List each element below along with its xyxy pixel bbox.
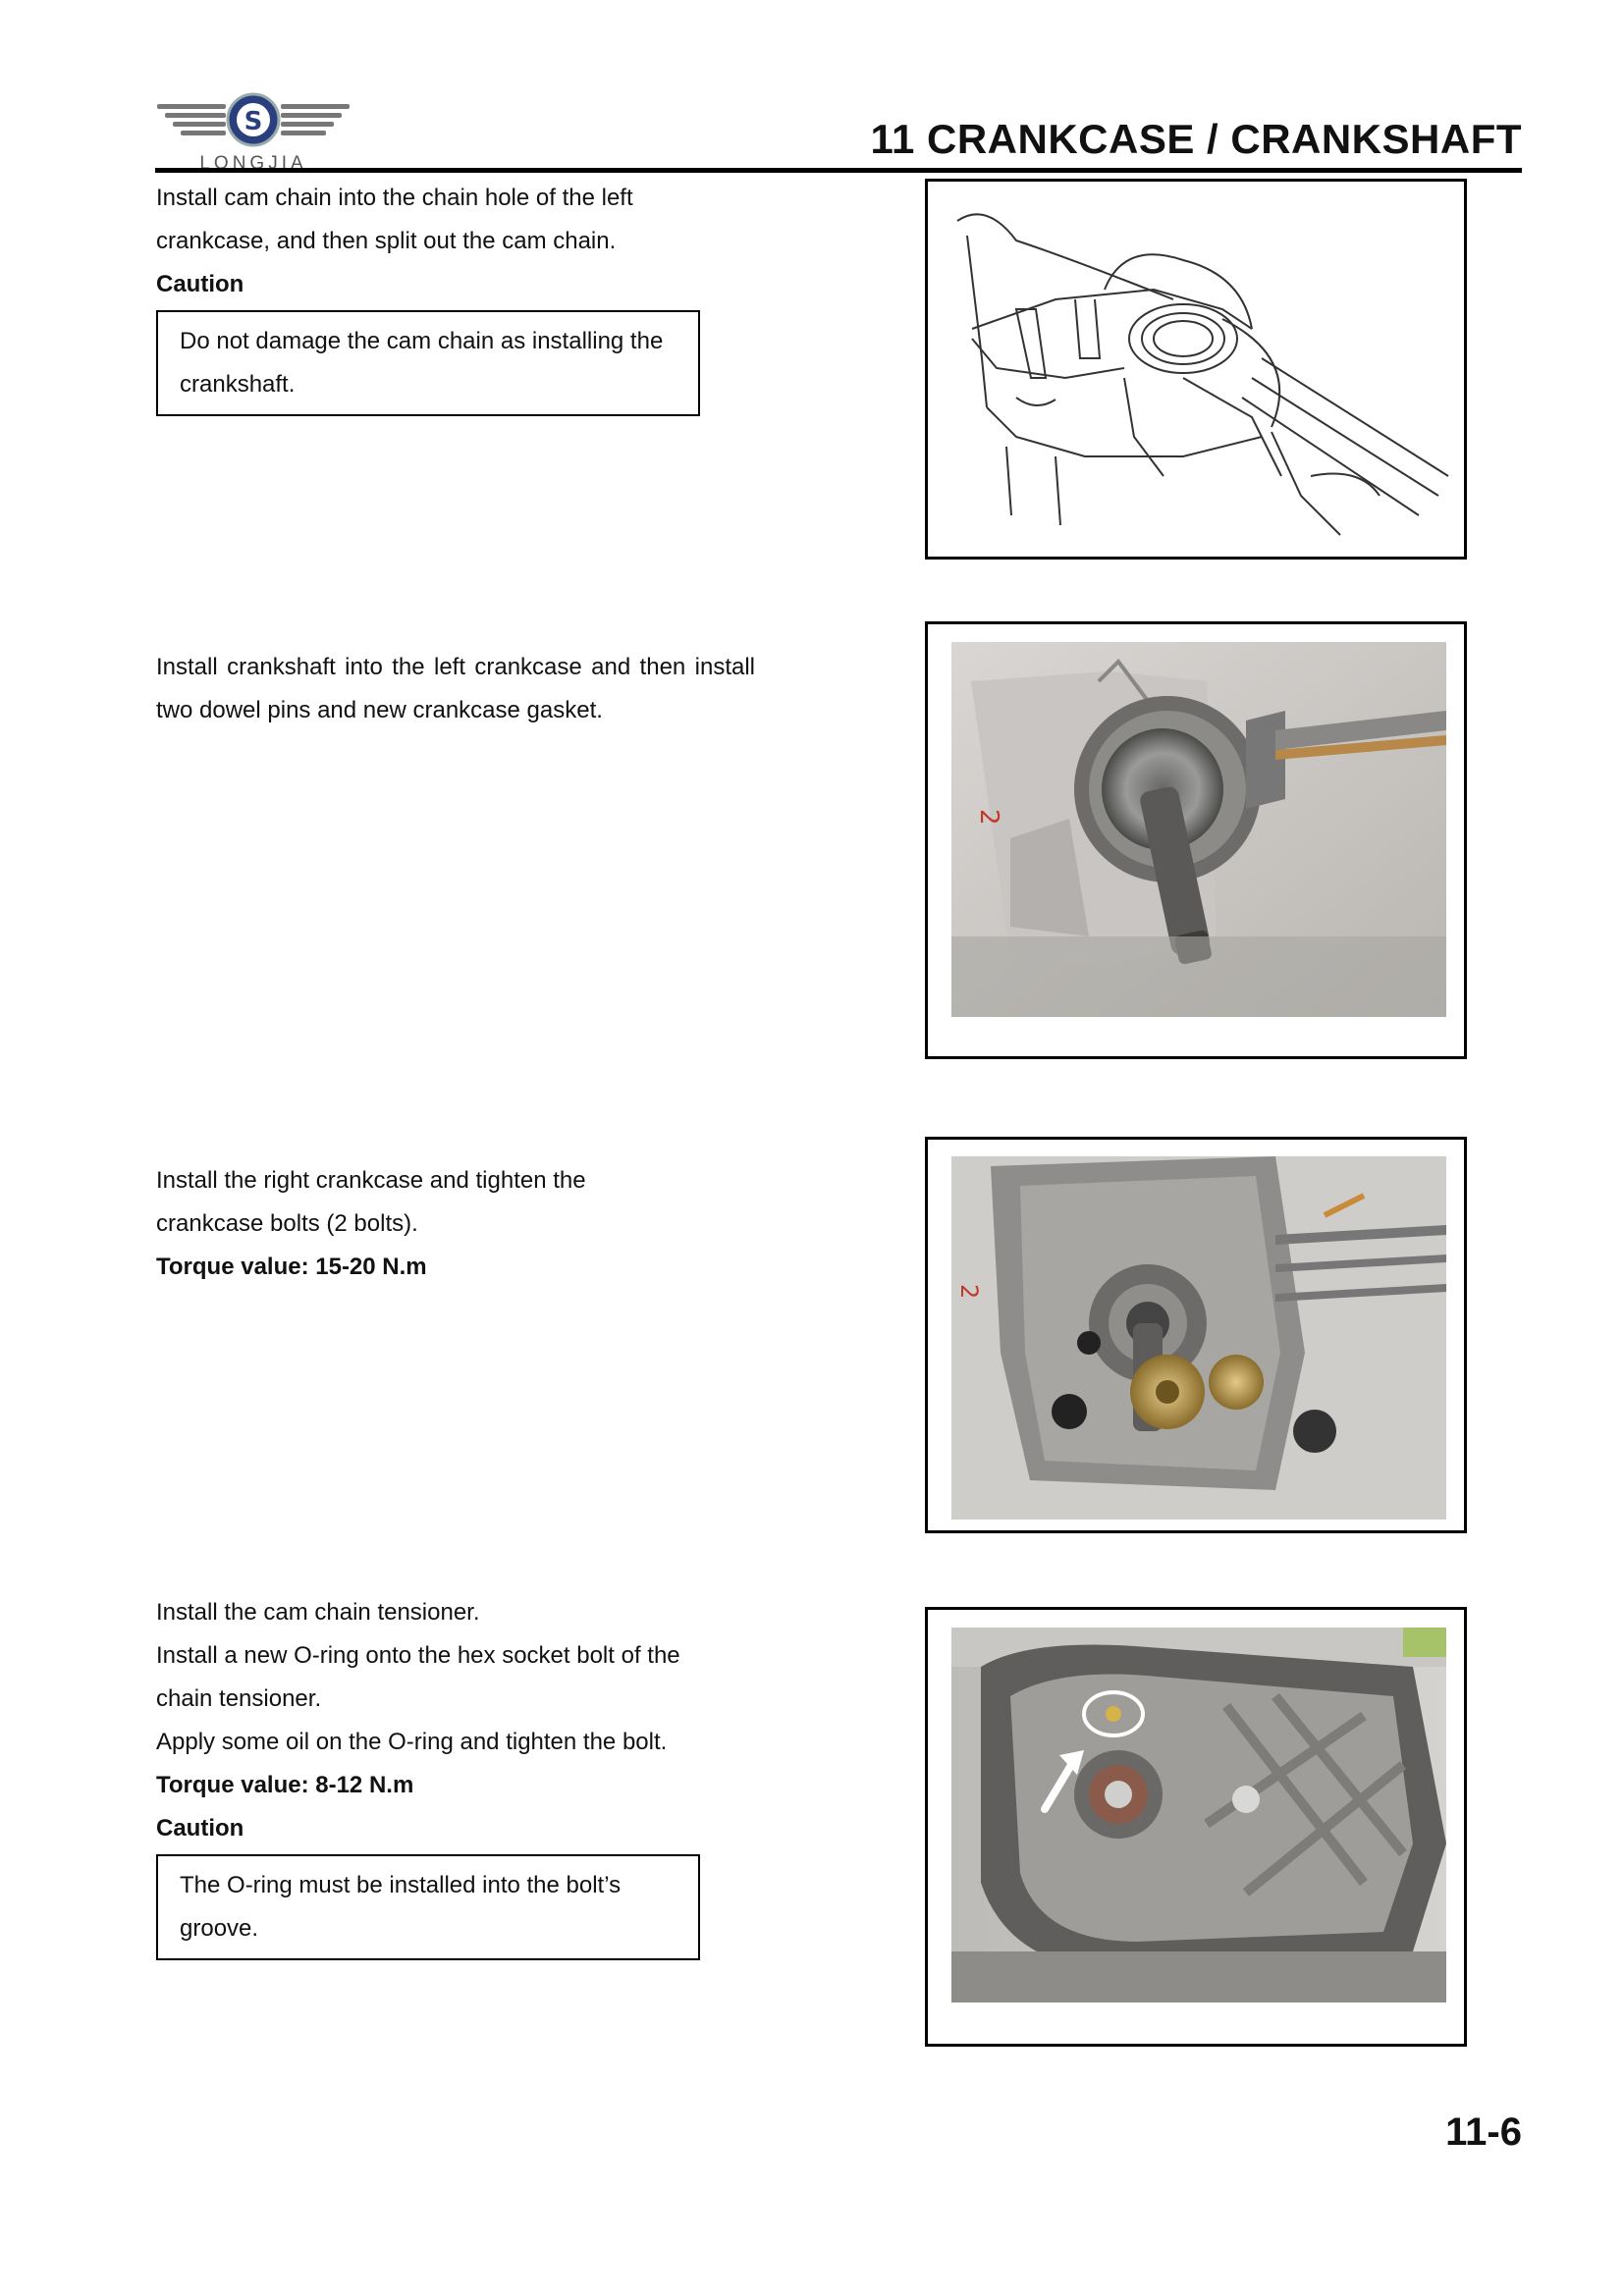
step-1-caution-label: Caution <box>156 271 244 297</box>
step-1-text <box>156 177 755 416</box>
step-3-text <box>156 1159 755 1289</box>
logo-wordmark: LONGJIA <box>199 153 307 173</box>
svg-text:2: 2 <box>974 809 1003 826</box>
step-2-instruction: Install crankshaft into the left crankcase and then install two dowel pins and new crankcase gasket. <box>156 654 755 723</box>
step-4-torque: Torque value: 8-12 N.m <box>156 1772 414 1798</box>
header-rule <box>155 168 1522 173</box>
step-4-text <box>156 1591 755 1960</box>
step-3-torque: Torque value: 15-20 N.m <box>156 1254 427 1280</box>
step-4-instruction-2: Install a new O-ring onto the hex socket bolt of the chain tensioner. <box>156 1642 680 1712</box>
step-3-instruction: Install the right crankcase and tighten the crankcase bolts (2 bolts). <box>156 1167 586 1237</box>
step-4-instruction-3: Apply some oil on the O-ring and tighten the bolt. <box>156 1729 668 1755</box>
figure-1-crankcase-drawing <box>925 179 1467 560</box>
step-1-instruction: Install cam chain into the chain hole of the left crankcase, and then split out the cam chain. <box>156 185 633 254</box>
chapter-title: 11 CRANKCASE / CRANKSHAFT <box>870 116 1522 162</box>
step-1-caution-box <box>156 310 700 416</box>
figure-4-tensioner-photo <box>925 1607 1467 2047</box>
step-4-caution-label: Caution <box>156 1815 244 1842</box>
longjia-logo <box>155 90 352 173</box>
step-2-text <box>156 646 755 732</box>
page-number: 11-6 <box>1445 2110 1522 2154</box>
step-4-caution-box <box>156 1854 700 1960</box>
step-1-caution-text: Do not damage the cam chain as installing the crankshaft. <box>180 328 664 398</box>
figure-3-right-crankcase-photo <box>925 1137 1467 1533</box>
svg-text:2: 2 <box>955 1284 983 1300</box>
svg-text:S: S <box>244 107 263 136</box>
figure-2-crankshaft-photo <box>925 621 1467 1059</box>
step-4-caution-text: The O-ring must be installed into the bolt’s groove. <box>180 1872 622 1942</box>
step-4-instruction-1: Install the cam chain tensioner. <box>156 1599 480 1626</box>
